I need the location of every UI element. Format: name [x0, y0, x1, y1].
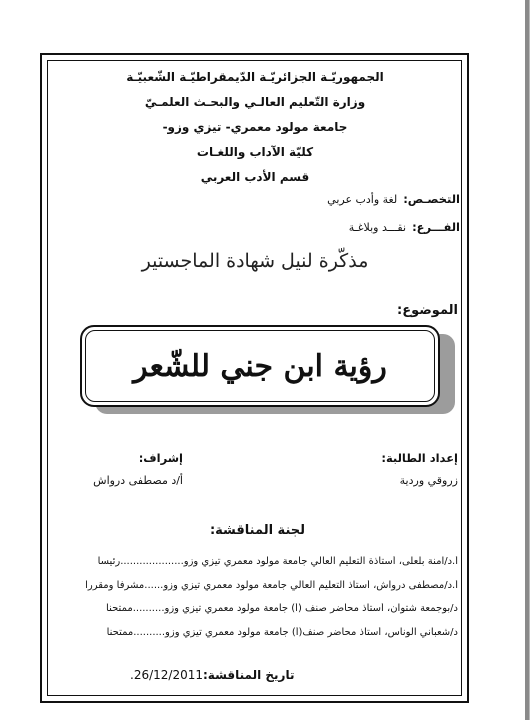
header-university: جامعة مولود معمري- تيزي وزو-	[162, 120, 348, 134]
header-faculty: كليّة الآداب واللغـات	[196, 145, 314, 159]
supervision-label: إشراف:	[138, 451, 183, 465]
discussion-date	[130, 668, 294, 682]
supervisor-name: أ/د مصطفى درواش	[93, 474, 183, 487]
committee-member: أ.د/آمنة بلعلى، أستاذة التعليم العالي جامعة مولود معمري تيزي وزو....................رئيسا	[97, 556, 458, 567]
memo-title: مذكّرة لنيل شهادة الماجستير	[141, 250, 369, 272]
specialty-value: لغة وأدب عربي	[327, 193, 398, 206]
committee-title: لجنة المناقشة:	[209, 523, 305, 538]
subject-label: الموضوع:	[397, 303, 458, 318]
committee-member: أ.د/مصطفى درواش، أستاذ التعليم العالي جامعة مولود معمري تيزي وزو......مشرفا ومقررا	[85, 580, 458, 591]
specialty-label: التخصـص:	[403, 192, 460, 206]
branch-field	[80, 220, 460, 234]
header-department: قسم الأدب العربي	[200, 170, 310, 184]
thesis-title: رؤية ابن جني للشّعر	[133, 348, 387, 384]
committee-member: د/شعباني الوناس، أستاذ محاضر صنف(أ) جامعة مولود معمري تيزي وزو..........ممتحنا	[106, 627, 458, 638]
student-name: زروقي وردية	[399, 474, 458, 487]
branch-value: نقـــد وبلاغـة	[348, 221, 407, 234]
header-republic: الجمهوريّـة الجزائريّـة الدّيمقراطيّـة الشّعبيّـة	[126, 70, 384, 84]
branch-label: الفـــرع:	[412, 220, 460, 234]
header-ministry: وزارة التّعليم العالـي والبحـث العلمـيّ	[144, 95, 366, 109]
prepared-by-label: إعداد الطالبة:	[381, 451, 458, 465]
committee-member: د/بوجمعة شتوان، أستاذ محاضر صنف (أ) جامعة مولود معمري تيزي وزو..........ممتحنا	[106, 603, 458, 614]
discussion-date-label: تاريخ المناقشة:	[203, 668, 295, 682]
title-box-inner	[85, 330, 435, 402]
discussion-date-value: 26/12/2011.	[130, 668, 203, 682]
specialty-field	[80, 192, 460, 206]
